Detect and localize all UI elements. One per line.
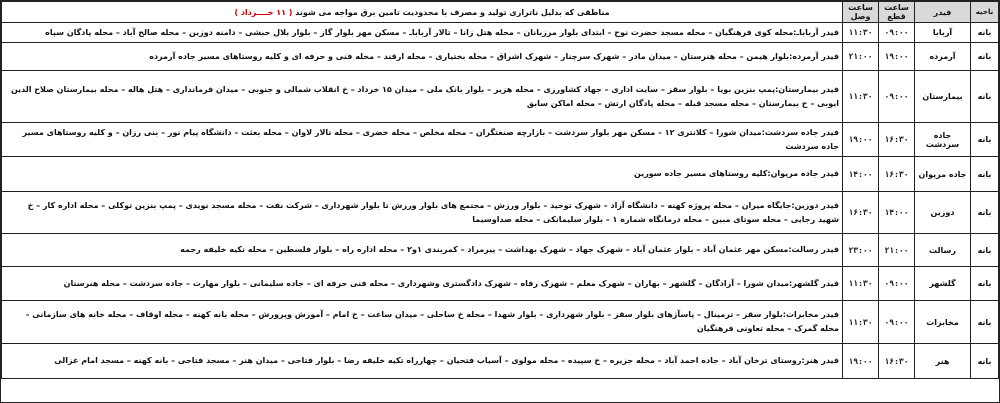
- row-connect-time: ۲۱:۰۰: [843, 43, 879, 71]
- row-feeder: آرمرده: [915, 43, 971, 71]
- row-cut-time: ۰۹:۰۰: [879, 301, 915, 344]
- row-feeder: گلشهر: [915, 267, 971, 301]
- table-header-row: [2, 2, 999, 23]
- header-title-main: مناطقی که بدلیل ناترازی تولید و مصرف با محدودیت تامین برق مواجه می شوند: [295, 7, 610, 17]
- header-title-date: ( ۱۱ خــــرداد ): [234, 7, 293, 17]
- row-connect-time: ۱۱:۳۰: [843, 301, 879, 344]
- header-connect-time: ساعت وصل: [843, 2, 879, 23]
- header-cut-time: ساعت قطع: [879, 2, 915, 23]
- table-row: [2, 301, 999, 344]
- row-cut-time: ۲۱:۰۰: [879, 234, 915, 267]
- row-region: بانه: [971, 23, 999, 43]
- header-title: [2, 2, 843, 23]
- row-connect-time: ۱۹:۰۰: [843, 344, 879, 379]
- row-region: بانه: [971, 157, 999, 192]
- row-region: بانه: [971, 123, 999, 157]
- table-row: [2, 43, 999, 71]
- row-region: بانه: [971, 301, 999, 344]
- row-feeder: هنر: [915, 344, 971, 379]
- row-areas: فیدر بیمارستان:پمپ بنزین بویا – بلوار سقز – سایت اداری – جهاد کشاورزی – محله هزیر – بلوار بانک ملی – میدان ۱۵ خرداد – خ انقلاب شمالی و جنوبی – میدان فرمانداری – هتل هاله – محله بیمارستان صلاح الدین ایوبی – خ بیمارستان – محله مسجد قبله – محله پادگان ارتش – محله اماکن سابق: [2, 71, 843, 123]
- row-feeder: دوزین: [915, 192, 971, 234]
- table-row: [2, 344, 999, 379]
- row-cut-time: ۱۶:۳۰: [879, 157, 915, 192]
- table-row: [2, 234, 999, 267]
- header-feeder: فیدر: [915, 2, 971, 23]
- row-feeder: مخابرات: [915, 301, 971, 344]
- outage-table: [1, 1, 999, 379]
- row-feeder: جاده سردشت: [915, 123, 971, 157]
- row-feeder: جاده مریوان: [915, 157, 971, 192]
- row-areas: فیدر آرمرده:بلوار هیمن – محله هنرستان – میدان مادر – شهرک سرچنار – شهرک اشراق – محله بختیاری – محله ارقند – محله فنی و حرفه ای و کلیه روستاهای مسیر جاده آرمرده: [2, 43, 843, 71]
- row-connect-time: ۱۱:۳۰: [843, 23, 879, 43]
- row-cut-time: ۱۶:۳۰: [879, 344, 915, 379]
- row-feeder: بیمارستان: [915, 71, 971, 123]
- row-region: بانه: [971, 234, 999, 267]
- row-feeder: آربابا: [915, 23, 971, 43]
- row-cut-time: ۱۶:۳۰: [879, 123, 915, 157]
- row-areas: فیدر هنر:روستای ترخان آباد – جاده احمد آباد – محله جزیره – خ سپیده – محله مولوی – آسیاب فتحیان – چهارراه تکیه خلیفه رضا – بلوار فتاحی – میدان هنر – مسجد فتاحی – بانه کهنه – مسجد امام غزالی: [2, 344, 843, 379]
- row-cut-time: ۱۹:۰۰: [879, 43, 915, 71]
- header-region: ناحیه: [971, 2, 999, 23]
- row-connect-time: ۱۴:۰۰: [843, 157, 879, 192]
- row-areas: فیدر آرباباـ:محله کوی فرهنگیان – محله مسجد حضرت نوح – ابتدای بلوار مرزبانان – محله هتل زانا – تالار آرباباـ – مسکن مهر بلوار گاز – بلوار بلال حبشی – دامنه دوزین – محله صالح آباد – محله پادگان سپاه: [2, 23, 843, 43]
- row-areas: فیدر مخابرات:بلوار سقز – ترمینال – پاسآژهای بلوار سقز – بلوار شهرداری – بلوار شهدا – محله خ ساحلی – میدان ساعت – خ امام – آموزش وپرورش – محله بانه کهنه – محله اوقاف – محله خانه های سازمانی – محله گمرک – محله تعاونی فرهنگیان: [2, 301, 843, 344]
- table-row: [2, 23, 999, 43]
- row-region: بانه: [971, 267, 999, 301]
- row-areas: فیدر گلشهر:میدان شورا – آزادگان – گلشهر – بهاران – شهرک معلم – شهرک رفاه – شهرک دادگستری وشهرداری – محله فنی حرفه ای – جاده سلیمانی – بلوار مهارت – جاده سردشت – محله هنرستان: [2, 267, 843, 301]
- row-connect-time: ۱۹:۰۰: [843, 123, 879, 157]
- table-row: [2, 71, 999, 123]
- row-cut-time: ۰۹:۰۰: [879, 71, 915, 123]
- row-region: بانه: [971, 192, 999, 234]
- row-connect-time: ۱۱:۳۰: [843, 267, 879, 301]
- table-row: [2, 123, 999, 157]
- row-region: بانه: [971, 43, 999, 71]
- row-areas: فیدر جاده مریوان:کلیه روستاهای مسیر جاده سورین: [2, 157, 843, 192]
- row-areas: فیدر دوزین:جایگاه میران – محله پروژه کهنه – دانشگاه آزاد – شهرک توحید – بلوار ورزش – مجتمع های بلوار ورزش تا بلوار شهرداری – شرکت نفت – محله مسجد نویدی – پمپ بنزین توکلی – محله اداره کار – خ شهید رجایی – محله سوتای مبین – محله درمانگاه شماره ۱ – بلوار سلیمانکی – محله صداوسیما: [2, 192, 843, 234]
- row-areas: فیدر رسالت:مسکن مهر عثمان آباد – بلوار عثمان آباد – شهرک جهاد – شهرک بهداشت – پیرمراد – کمربندی ۱و۲ – محله اداره راه – بلوار فلسطین – محله تکیه خلیفه رحمه: [2, 234, 843, 267]
- row-areas: فیدر جاده سردشت:میدان شورا – کلانتری ۱۲ – مسکن مهر بلوار سردشت – بازارچه صنعتگران – محله مخلص – محله خضری – محله تالار لاوان – محله بعثت – دانشگاه پیام نور – بنی رزان – و کلیه روستاهای مسیر جاده سردشت: [2, 123, 843, 157]
- row-cut-time: ۰۹:۰۰: [879, 267, 915, 301]
- table-row: [2, 157, 999, 192]
- row-feeder: رسالت: [915, 234, 971, 267]
- table-row: [2, 192, 999, 234]
- row-cut-time: ۰۹:۰۰: [879, 23, 915, 43]
- row-connect-time: ۱۶:۳۰: [843, 192, 879, 234]
- row-connect-time: ۱۱:۳۰: [843, 71, 879, 123]
- row-cut-time: ۱۴:۰۰: [879, 192, 915, 234]
- row-region: بانه: [971, 71, 999, 123]
- row-region: بانه: [971, 344, 999, 379]
- row-connect-time: ۲۳:۰۰: [843, 234, 879, 267]
- table-row: [2, 267, 999, 301]
